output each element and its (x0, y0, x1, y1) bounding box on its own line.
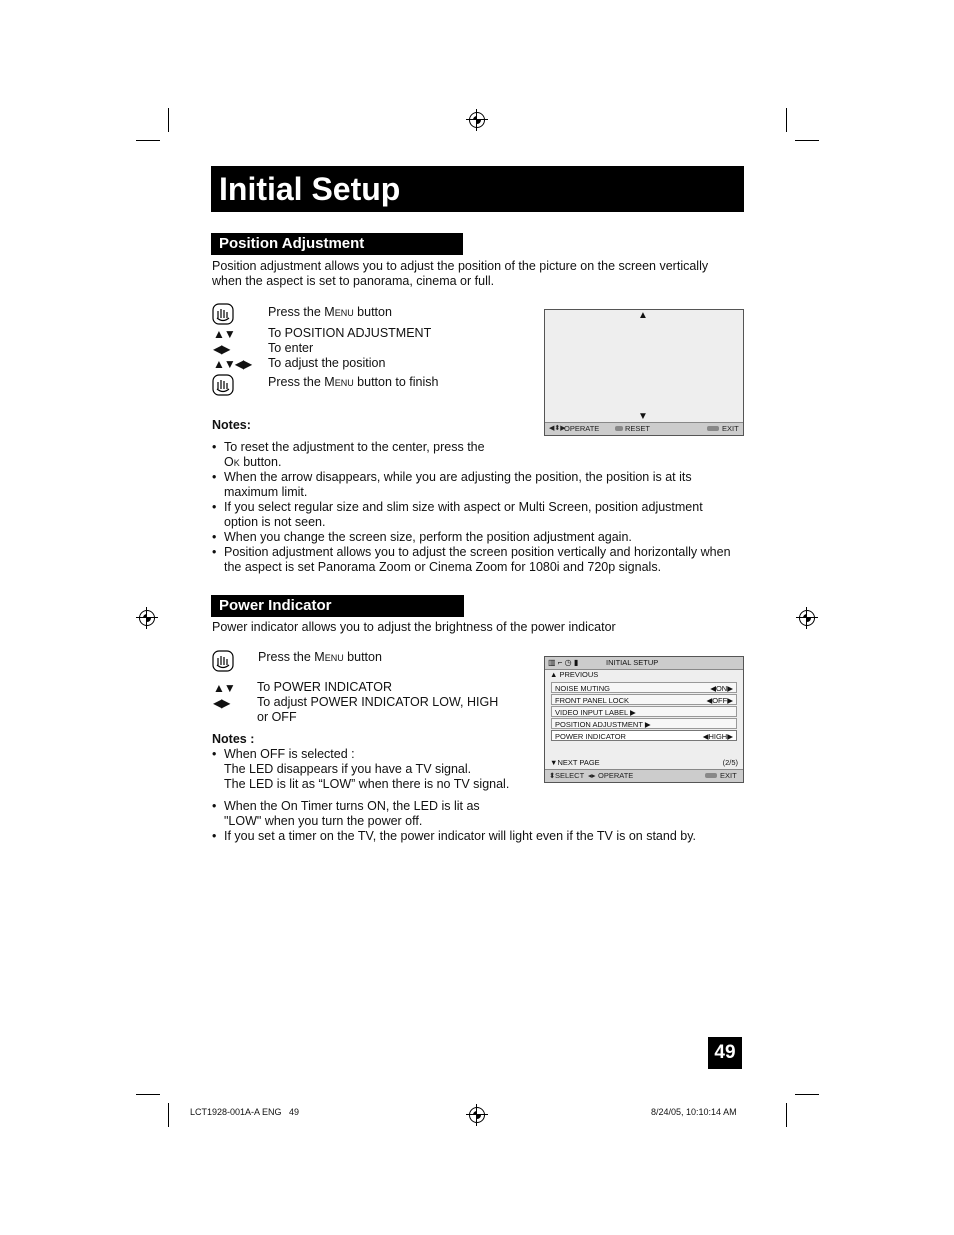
osd-page-indicator: (2/5) (722, 758, 738, 767)
note-item: • When you change the screen size, perform the position adjustment again. (212, 530, 752, 545)
registration-mark-icon (799, 610, 815, 626)
initial-setup-menu-screen (544, 656, 744, 783)
note-item: • When the On Timer turns ON, the LED is lit as "LOW" when you turn the power off. (212, 799, 752, 829)
step-to-position-adjustment: To POSITION ADJUSTMENT (268, 326, 432, 340)
footer-doc-id: LCT1928-001A-A ENG 49 (190, 1107, 300, 1117)
osd-exit-label: EXIT (722, 424, 739, 433)
crop-mark (795, 1094, 819, 1095)
osd-next-page: ▼NEXT PAGE (550, 758, 600, 767)
step-press-menu-finish: Press the Menu button to finish (268, 375, 439, 389)
osd-footer (545, 769, 743, 782)
registration-mark-icon (469, 1107, 485, 1123)
notes-heading: Notes: (212, 418, 251, 432)
remote-hand-icon (212, 303, 234, 325)
osd-header (545, 657, 743, 670)
menu-item-position-adjustment[interactable]: POSITION ADJUSTMENT ▶ (551, 718, 737, 729)
submenu-arrow-icon: ▶ (630, 708, 636, 717)
note-item: • When the arrow disappears, while you are adjusting the position, the position is at its maximum limit. (212, 470, 752, 500)
note-item: • When OFF is selected : The LED disappears if you have a TV signal. The LED is lit as “LOW” when there is no TV signal. (212, 747, 752, 792)
note-item: • If you select regular size and slim size with aspect or Multi Screen, position adjustment option is not seen. (212, 500, 752, 530)
registration-mark-icon (469, 112, 485, 128)
power-step-to-indicator: To POWER INDICATOR (257, 680, 392, 694)
up-down-icon: ⬍ (549, 771, 556, 780)
power-step-adjust: To adjust POWER INDICATOR LOW, HIGH or OFF (257, 695, 499, 724)
osd-menu-title: INITIAL SETUP (606, 658, 659, 667)
up-arrow-icon: ▲ (638, 310, 648, 321)
crop-mark (168, 1103, 169, 1127)
menu-item-power-indicator[interactable]: POWER INDICATOR ◀HIGH▶ (551, 730, 737, 741)
osd-previous: ▲ PREVIOUS (550, 670, 599, 679)
note-item: • If you set a timer on the TV, the power indicator will light even if the TV is on stand by. (212, 829, 752, 844)
power-notes-heading: Notes : (212, 732, 255, 746)
submenu-arrow-icon: ▶ (644, 720, 651, 729)
up-down-arrows-icon: ▲▼ (213, 327, 235, 341)
step-to-enter: To enter (268, 341, 314, 355)
down-arrow-icon: ▼ (638, 411, 648, 422)
four-way-icon: ◀⬍▶ (549, 425, 566, 432)
position-intro (212, 259, 708, 289)
osd-exit-label: EXIT (720, 771, 737, 780)
menu-item-front-panel-lock[interactable]: FRONT PANEL LOCK ◀OFF▶ (551, 694, 737, 705)
section-heading-power-indicator: Power Indicator (211, 595, 464, 617)
osd-operate-label: OPERATE (598, 771, 634, 780)
remote-hand-icon (212, 650, 234, 672)
menu-tab-icons: ▥ ⌐ ◷ ▮ (548, 658, 579, 667)
menu-button-icon (707, 426, 719, 431)
registration-mark-icon (139, 610, 155, 626)
four-way-arrows-icon: ▲▼◀▶ (213, 357, 252, 371)
crop-mark (795, 140, 819, 141)
crop-mark (786, 1103, 787, 1127)
crop-mark (168, 108, 169, 132)
intro-line: Position adjustment allows you to adjust the position of the picture on the screen vertically (212, 259, 709, 273)
left-right-icon: ◂▸ (588, 771, 596, 780)
osd-reset-label: RESET (625, 424, 651, 433)
crop-mark (136, 140, 160, 141)
ok-button-icon (615, 426, 623, 431)
page-number: 49 (708, 1037, 742, 1069)
menu-button-icon (705, 773, 717, 778)
section-heading-position-adjustment: Position Adjustment (211, 233, 463, 255)
osd-footer (545, 422, 743, 435)
step-adjust-position: To adjust the position (268, 356, 386, 370)
note-item: • To reset the adjustment to the center, press the Ok button. (212, 440, 752, 470)
intro-line: when the aspect is set to panorama, cinema or full. (212, 274, 495, 288)
left-right-arrows-icon: ◀▶ (213, 342, 230, 356)
step-press-menu: Press the Menu button (268, 305, 392, 319)
crop-mark (136, 1094, 160, 1095)
page-title: Initial Setup (211, 166, 744, 212)
position-adjustment-screen (544, 309, 744, 436)
position-notes-list (212, 440, 752, 575)
power-intro: Power indicator allows you to adjust the brightness of the power indicator (212, 620, 616, 634)
menu-item-noise-muting[interactable]: NOISE MUTING ◀ON▶ (551, 682, 737, 693)
remote-hand-icon (212, 374, 234, 396)
menu-item-video-input-label[interactable]: VIDEO INPUT LABEL ▶ (551, 706, 737, 717)
footer-timestamp: 8/24/05, 10:10:14 AM (651, 1107, 737, 1117)
crop-mark (786, 108, 787, 132)
power-step-press-menu: Press the Menu button (258, 650, 382, 664)
left-right-arrows-icon: ◀▶ (213, 696, 230, 710)
osd-select-label: SELECT (555, 771, 585, 780)
up-down-arrows-icon: ▲▼ (213, 681, 235, 695)
note-item: • Position adjustment allows you to adjust the screen position vertically and horizontally when the aspect is set Panorama Zoom or Cinema Zoom for 1080i and 720p signals. (212, 545, 752, 575)
osd-operate-label: OPERATE (564, 424, 600, 433)
